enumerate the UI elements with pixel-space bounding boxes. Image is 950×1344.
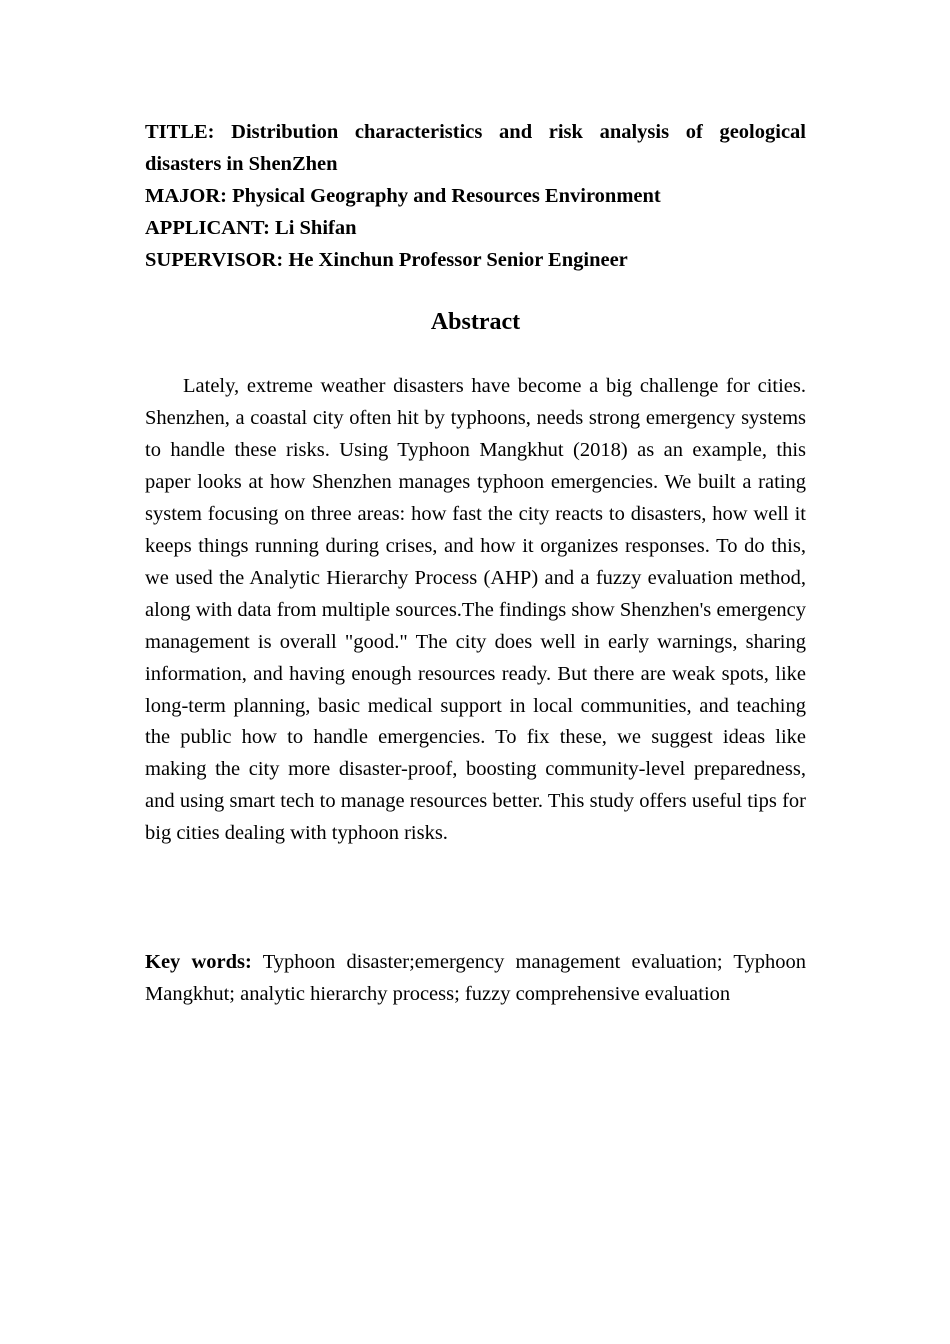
title-value: Distribution characteristics and risk analysis of geological disasters in ShenZhen <box>145 121 806 175</box>
supervisor-value: He Xinchun Professor Senior Engineer <box>288 249 628 271</box>
major-line <box>145 180 806 212</box>
applicant-line <box>145 212 806 244</box>
thesis-abstract-page <box>145 116 806 1005</box>
major-label: MAJOR: <box>145 185 227 207</box>
major-value: Physical Geography and Resources Environment <box>232 185 661 207</box>
abstract-heading: Abstract <box>430 309 521 335</box>
applicant-value: Li Shifan <box>275 217 357 239</box>
abstract-body: Lately, extreme weather disasters have become a big challenge for cities. Shenzhen, a coastal city often hit by typhoons, needs strong emergency systems to handle these risks. Using Typhoon Mangkhut (2018) as an example, this paper looks at how Shenzhen manages typhoon emergencies. We built a rating system focusing on three areas: how fast the city reacts to disasters, how well it keeps things running during crises, and how it organizes responses. To do this, we used the Analytic Hierarchy Process (AHP) and a fuzzy evaluation method, along with data from multiple sources.The findings show Shenzhen's emergency management is overall "good." The city does well in early warnings, sharing information, and having enough resources ready. But there are weak spots, like long-term planning, basic medical support in local communities, and teaching the public how to handle emergencies. To fix these, we suggest ideas like making the city more disaster-proof, boosting community-level preparedness, and using smart tech to manage resources better. This study offers useful tips for big cities dealing with typhoon risks. <box>145 375 806 845</box>
applicant-label: APPLICANT: <box>145 217 270 239</box>
title-label: TITLE: <box>145 121 215 143</box>
title-line <box>145 116 806 180</box>
supervisor-line <box>145 244 806 276</box>
keywords-label: Key words: <box>145 951 252 973</box>
keywords-paragraph <box>145 946 806 1010</box>
supervisor-label: SUPERVISOR: <box>145 249 284 271</box>
keywords-value: Typhoon disaster;emergency management evaluation; Typhoon Mangkhut; analytic hierarchy process; fuzzy comprehensive evaluation <box>145 951 806 1005</box>
